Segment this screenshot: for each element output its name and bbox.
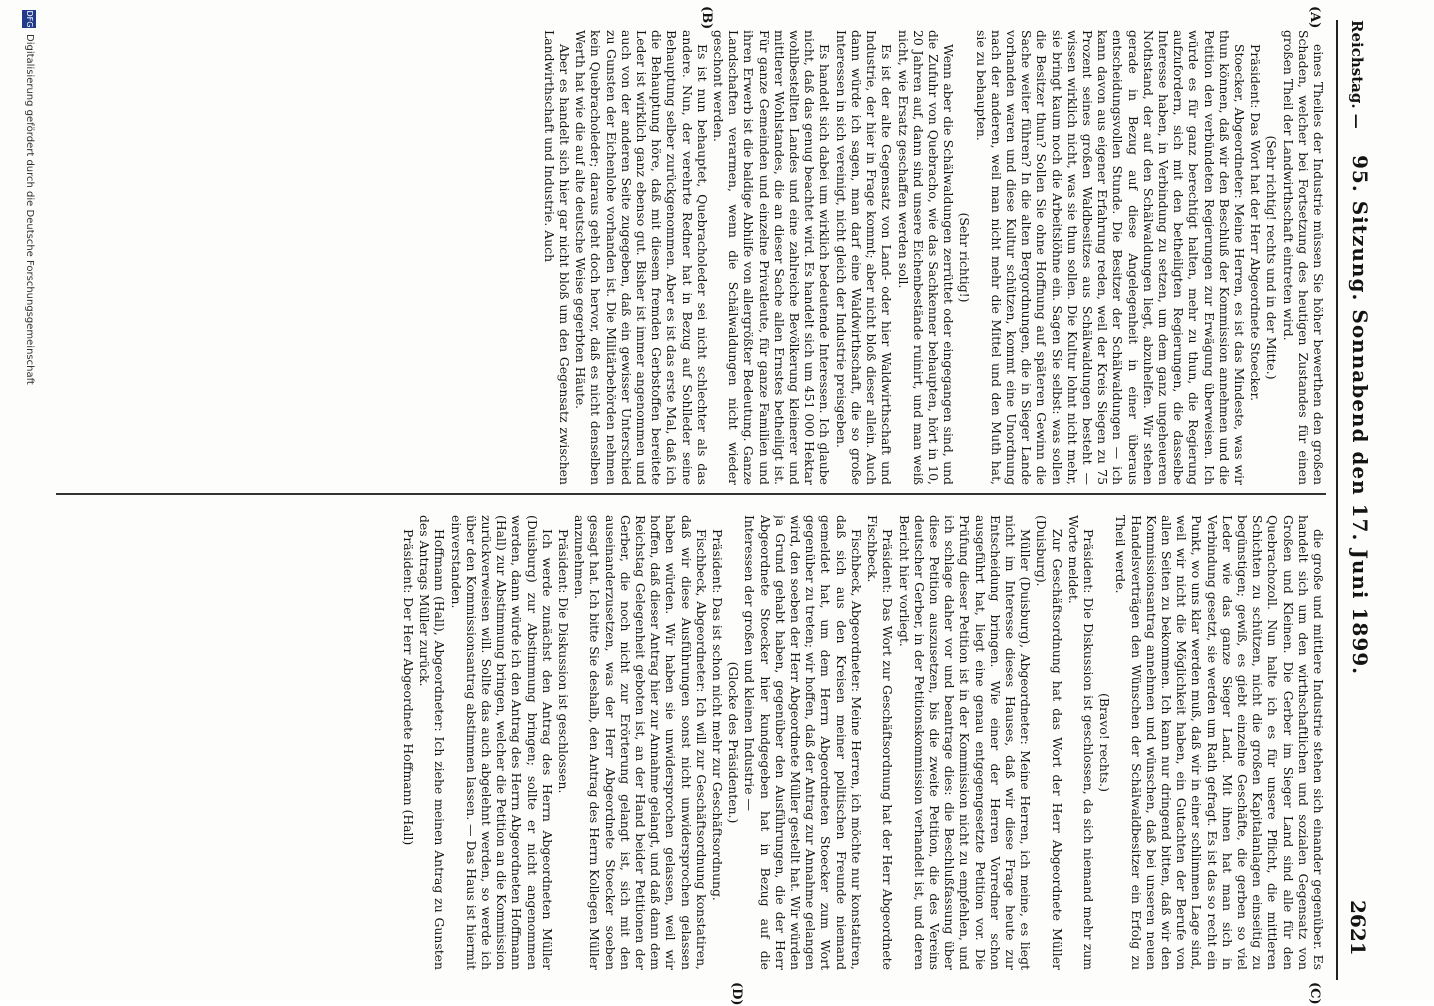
column-divider: [56, 493, 1326, 495]
paragraph: Fischbeck, Abgeordneter: Ich will zur Geschäftsordnung konstatiren, daß wir diese Ausführungen sonst nicht unwidersprochen gelassen haben würden. Wir haben sie unwidersprochen gelassen, weil wir hoffen, daß dieser Antrag hier zur Annahme gelangt, und daß dann dem Reichstag Gelegenheit geboten ist, an der Hand beider Petitionen der Gerber, die noch nicht zur Erörterung gelangt ist, sich mit den auseinanderzusetzen, was der Herr Abgeordnete Stoecker soeben gesagt hat. Ich bitte Sie deshalb, den Antrag des Herrn Kollegen Müller anzunehmen.: [572, 515, 709, 970]
paragraph: Fischbeck, Abgeordneter: Meine Herren, ich möchte nur konstatiren, daß sich aus den Kreisen meiner politischen Freunde niemand gemeldet hat, um dem Herrn Abgeordneten Stoecker zum Wort gegenüber zu treten; wir hoffen, daß der Antrag zur Annahme gelangen wird, den soeben der Herr Abgeordnete Müller gestellt hat. Wir würden ja Grund gehabt haben, gegenüber den Ausführungen, die der Herr Abgeordnete Stoecker hier kundgegeben hat in Bezug auf die Interessen der großen und kleinen Industrie —: [742, 515, 864, 970]
paragraph: (Sehr richtig! rechts und in der Mitte.): [1264, 135, 1280, 380]
paragraph: Ich werde zunächst den Antrag des Herrn Abgeordneten Müller (Duisburg) zur Abstimmung bringen; sollte er nicht angenommen werden, dann würde ich den Antrag des Herrn Abgeordneten Hoffmann (Hall) zur Abstimmung bringen, welcher die Petition an die Kommission zurückverweisen will. Sollte das auch abgelehnt werden, so werde ich über den Kommissionsantrag abstimmen lassen. — Das Haus ist hiermit einverstanden.: [448, 515, 555, 970]
right-column: [56, 515, 1326, 970]
paragraph: die große und mittlere Industrie stehen sich einander gegenüber. Es handelt sich um den wirthschaftlichen und sozialen Gegensatz von Großen und Kleinen. Die Gerber im Sieger Land sind alle für den Quebrachozoll. Nun halte ich es für unsere Pflicht, die mittleren Schichten zu schützen, nicht die großen Kapitalanlagen einseitig zu begünstigen; gewiß, es giebt einzelne Geschäfte, die gerben so viel Leder wie das ganze Sieger Land. Mit ihnen hat man sich in Verbindung gesetzt, sie werden um Rath gefragt. Es ist das so recht ein Punkt, wo uns klar werden muß, daß wir in einer schlimmen Lage sind, weil wir nicht die Möglichkeit haben, ein Gutachten der Berufe von allen Seiten zu bekommen. Ich kann nur dringend bitten, daß wir den Kommissionsantrag annehmen und wünschen, daß bei unseren neuen Handelsverträgen den Wünschen der Schälwaldbesitzer ein Erfolg zu Theil werde.: [1113, 515, 1326, 970]
margin-marker-d: (D): [729, 982, 744, 1006]
dfg-logo: DFG: [22, 10, 36, 28]
header-rule: [1336, 20, 1338, 980]
paragraph: Zur Geschäftsordnung hat das Wort der Herr Abgeordnete Müller (Duisburg).: [1034, 515, 1065, 970]
paragraph: Präsident: Das ist schon nicht mehr zur Geschäftsordnung.: [710, 529, 726, 901]
paragraph: Präsident: Die Diskussion ist geschlossen.: [556, 529, 572, 794]
page-header: [1338, 0, 1394, 1000]
paragraph: Wenn aber die Schälwaldungen zerrüttet oder eingegangen sind, und die Zufuhr von Quebracho, wie das Sachkenner behaupten, hört in 10, 20 Jahren auf, dann sind unsere Eichenbestände ruinirt, und man weiß nicht, wie Ersatz geschaffen werden soll.: [895, 30, 957, 485]
left-column: [56, 30, 1326, 485]
paragraph: Präsident: Das Wort hat der Herr Abgeordnete Stoecker.: [1248, 44, 1264, 402]
paragraph: Präsident: Die Diskussion ist geschlossen, da sich niemand mehr zum Worte meldet.: [1065, 515, 1096, 970]
header-title: 95. Sitzung. Sonnabend den 17. Juni 1899.: [1348, 155, 1372, 676]
margin-marker-b: (B): [699, 6, 714, 30]
paragraph: eines Theiles der Industrie müssen Sie höher bewerthen den großen Schaden, welcher bei Fortsetzung des heutigen Zustandes für einen großen Theil der Landwirthschaft eintreten wird.: [1280, 30, 1326, 485]
paragraph: Präsident: Der Herr Abgeordnete Hoffmann (Hall): [401, 529, 417, 846]
paragraph: Es ist nun behauptet, Quebracholeder sei nicht schlechter als das andere. Nun, der verehrte Redner hat in Bezug auf Sohlleder seine Behauptung selber zurückgenommen. Aber es ist das erste Mal, daß ich die Behauptung höre, daß mit diesem fremden Gerbstoffen bereitete Leder ist wirklich ganz ebenso gut. Bisher ist immer angenommen und auch von der anderen Seite zugegeben, daß ein gewisser Unterschied zu Gunsten der Eichenlohe vorhanden ist. Die Militärbehörden nehmen kein Quebracholeder; daraus geht doch hervor, daß es nicht denselben Werth hat wie die auf alte deutsche Weise gegerbten Häute.: [573, 30, 710, 485]
paragraph: (Bravo! rechts.): [1097, 693, 1113, 792]
paragraph: (Sehr richtig!): [957, 212, 973, 303]
paragraph: Es handelt sich dabei um wirklich bedeutende Interessen. Ich glaube nicht, daß das genug beachtet wird. Es handelt sich um 451 000 Hektar wohlbestellten Landes und eine zahlreiche Bevölkerung kleinerer und mittlerer Wohlstandes, die an dieser Sache allen Ernstes betheiligt ist. Für ganze Gemeinden und einzelne Privatleute, für ganze Familien und ihren Erwerb ist die baldige Abhilfe von allergrößter Bedeutung. Ganze Landschaften verarmen, wenn die Schälwaldungen nicht wieder geschont werden.: [711, 30, 833, 485]
paragraph: (Glocke des Präsidenten.): [726, 661, 742, 824]
digitization-credit: [14, 0, 40, 1000]
page-number: 2621: [1346, 900, 1370, 956]
paragraph: Hoffmann (Hall), Abgeordneter: Ich ziehe meinen Antrag zu Gunsten des Antrags Müller zurück.: [417, 515, 448, 970]
paragraph: Stoecker, Abgeordneter: Meine Herren, es ist das Mindeste, was wir thun können, daß wir den Beschluß der Kommission annehmen und die Petition den verbündeten Regierungen zur Erwägung überweisen. Ich würde es für ganz berechtigt halten, mehr zu thun, die Regierung aufzufordern, sich mit den betheiligten Regierungen, die dasselbe Interesse haben, in Verbindung zu setzen, um dem ganz ungeheueren Nothstand, der auf den Schälwaldungen liegt, abzuhelfen. Wir stehen gerade in Bezug auf diese Angelegenheit in einer überaus entscheidungsvollen Stunde. Die Besitzer der Schälwaldungen — ich kann davon aus eigener Erfahrung reden, weil der Kreis Siegen zu 75 Prozent seines großen Waldbesitzes aus Schälwaldungen besteht — wissen wirklich nicht, was sie thun sollen. Die Kultur lohnt nicht mehr, sie bringt kaum noch die Arbeitslöhne ein. Sagen Sie selbst: was sollen die Besitzer thun? Sollen Sie ohne Hoffnung auf späteren Gewinn die Sache weiter führen? In die alten Bergordnungen, die in Sieger Lande vorhanden waren und diese Kultur schützen, kommt eine Unordnung nach der anderen, weil man nicht mehr die Mittel und den Muth hat, sie zu behaupten.: [973, 30, 1247, 485]
margin-marker-c: (C): [1307, 982, 1322, 1005]
paragraph: Präsident: Das Wort zur Geschäftsordnung hat der Herr Abgeordnete Fischbeck.: [865, 515, 896, 970]
margin-marker-a: (A): [1307, 6, 1322, 29]
paragraph: Müller (Duisburg), Abgeordneter: Meine Herren, ich meine, es liegt nicht im Interesse dieses Hauses, daß wir diese Frage heute zur Entscheidung bringen. Wie einer der Herren Vorredner schon ausgeführt hat, liegt eine genau entgegengesetzte Petition vor. Die Prüfung dieser Petition ist in der Kommission nicht zu empfehlen, und ich schlage daher vor und beantrage dies: die Beschlußfassung über diese Petition auszusetzen, bis die zweite Petition, die des Vereins deutscher Gerber, in der Petitionskommission verhandelt ist, und deren Bericht hier vorliegt.: [896, 515, 1034, 970]
paragraph: Aber es handelt sich hier gar nicht bloß um den Gegensatz zwischen Landwirthschaft und Industrie. Auch: [541, 30, 573, 485]
credit-text: Digitalisierung gefördert durch die Deutsche Forschungsgemeinschaft: [24, 34, 35, 385]
header-left-text: Reichstag. —: [1348, 20, 1366, 129]
paragraph: Es ist der alte Gegensatz von Land- oder hier Waldwirthschaft und Industrie, der hier in Frage kommt; aber nicht bloß dieser allein. Auch dann würde ich sagen, man darf eine Waldwirthschaft, die so große Interessen in sich vereinigt, nicht gleich der Industrie preisgeben.: [833, 30, 895, 485]
